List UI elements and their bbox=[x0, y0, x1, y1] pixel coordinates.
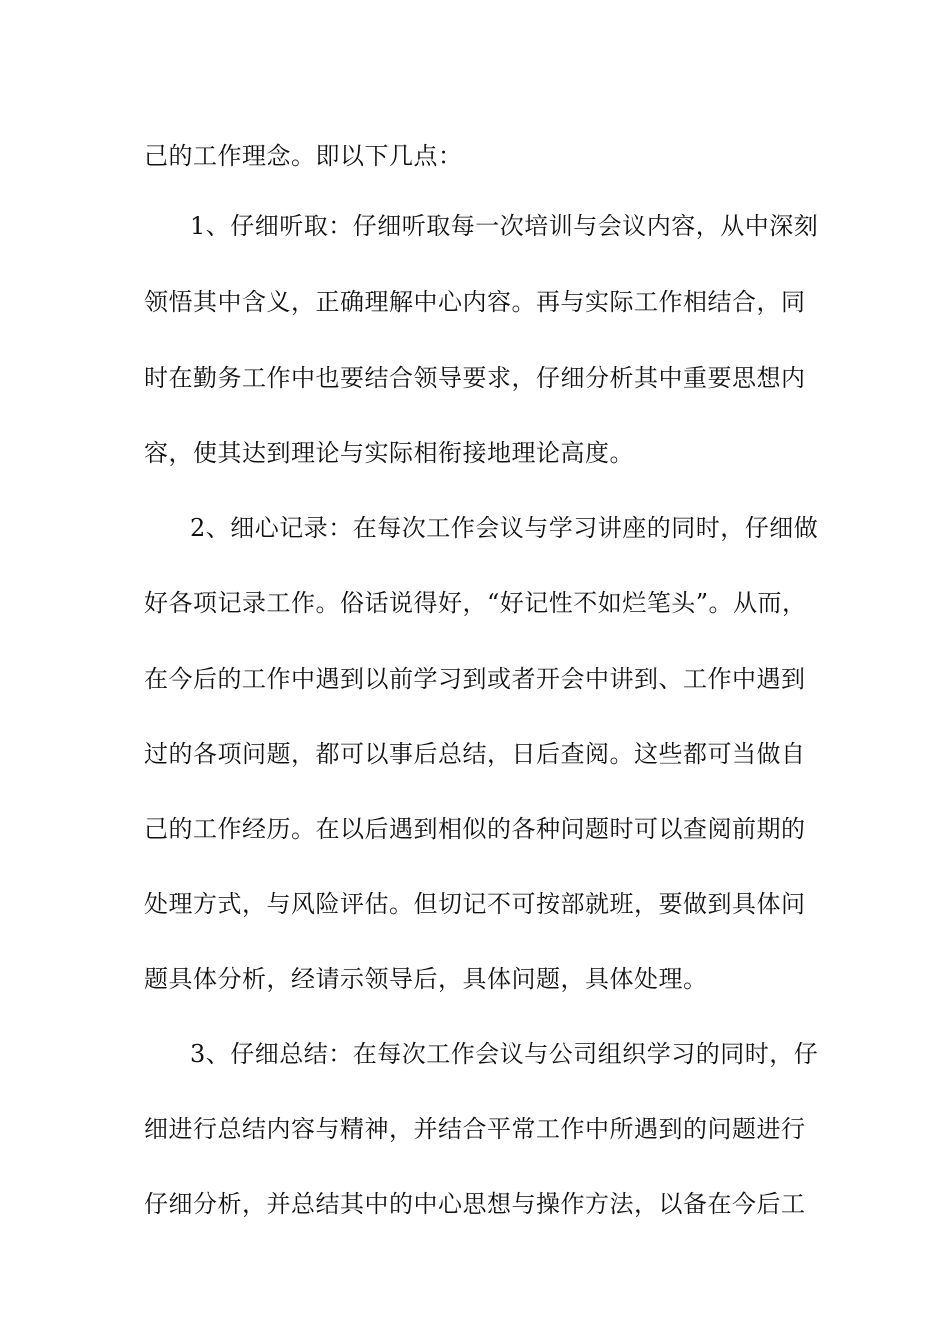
text-line: 己的工作经历。在以后遇到相似的各种问题时可以查阅前期的 bbox=[144, 815, 806, 843]
list-item-3-start: 3、仔细总结：在每次工作会议与公司组织学习的同时，仔 bbox=[190, 1040, 819, 1068]
text-line: 领悟其中含义，正确理解中心内容。再与实际工作相结合，同 bbox=[144, 288, 806, 316]
text-line: 细进行总结内容与精神，并结合平常工作中所遇到的问题进行 bbox=[144, 1115, 806, 1143]
text-line: 己的工作理念。即以下几点： bbox=[144, 142, 463, 170]
text-line: 容，使其达到理论与实际相衔接地理论高度。 bbox=[144, 439, 634, 467]
text-line: 仔细分析，并总结其中的中心思想与操作方法，以备在今后工 bbox=[144, 1190, 806, 1218]
list-item-2-start: 2、细心记录：在每次工作会议与学习讲座的同时，仔细做 bbox=[190, 514, 819, 542]
text-line: 好各项记录工作。俗话说得好，“好记性不如烂笔头”。从而， bbox=[144, 589, 807, 617]
text-line: 处理方式，与风险评估。但切记不可按部就班，要做到具体问 bbox=[144, 890, 806, 918]
list-item-1-start: 1、仔细听取：仔细听取每一次培训与会议内容，从中深刻 bbox=[190, 212, 819, 240]
text-line: 过的各项问题，都可以事后总结，日后查阅。这些都可当做自 bbox=[144, 740, 806, 768]
text-line: 时在勤务工作中也要结合领导要求，仔细分析其中重要思想内 bbox=[144, 364, 806, 392]
text-line: 题具体分析，经请示领导后，具体问题，具体处理。 bbox=[144, 965, 708, 993]
text-line: 在今后的工作中遇到以前学习到或者开会中讲到、工作中遇到 bbox=[144, 665, 806, 693]
